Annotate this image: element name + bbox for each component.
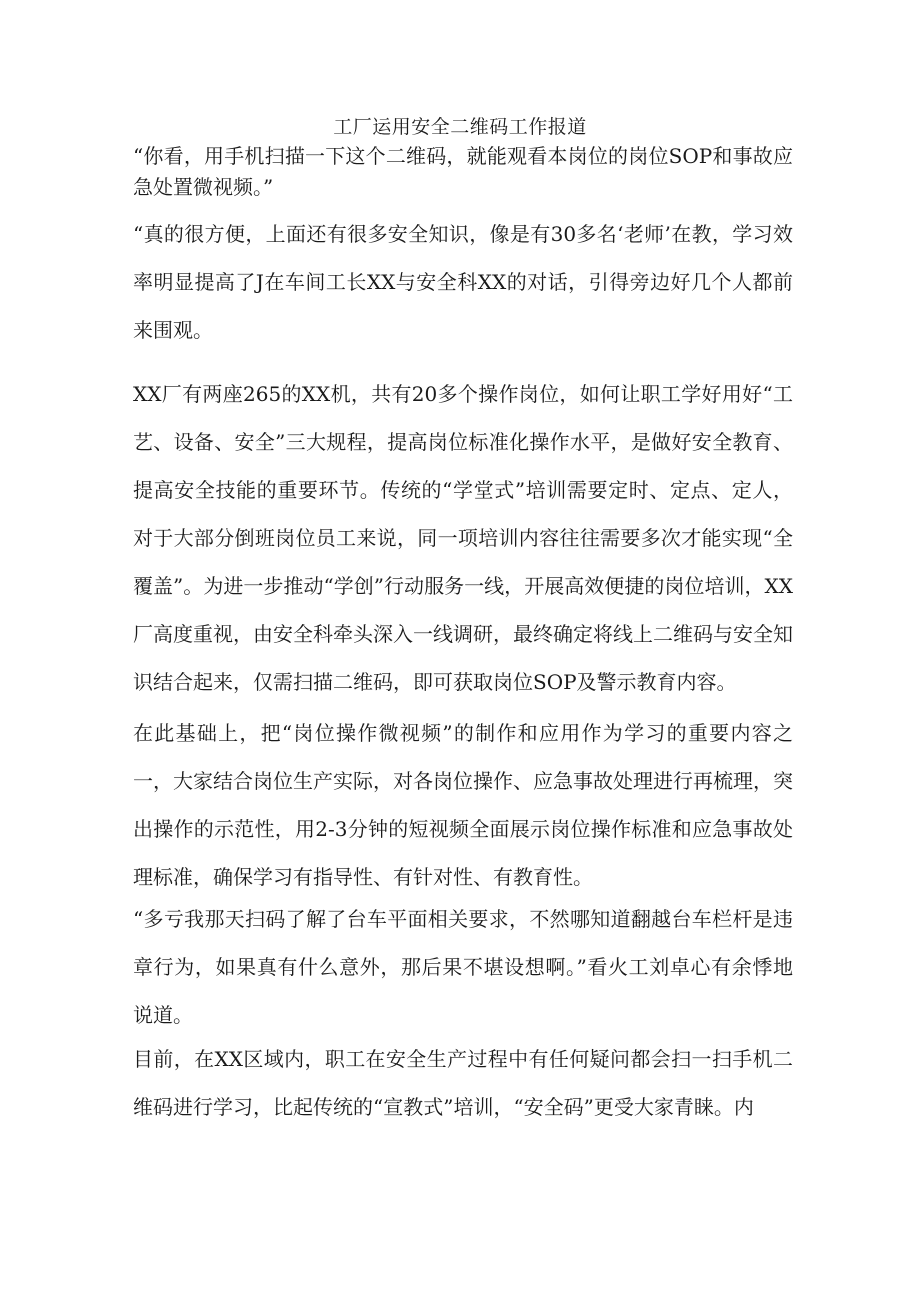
paragraph-4: 在此基础上，把“岗位操作微视频”的制作和应用作为学习的重要内容之一，大家结合岗位生产实际，对各岗位操作、应急事故处理进行再梳理，突出操作的示范性，用2-3分钟的短视频全面展示岗位操作标准和应急事故处理标准，确保学习有指导性、有针对性、有教育性。 bbox=[133, 721, 793, 889]
paragraph-5: “多亏我那天扫码了解了台车平面相关要求，不然哪知道翻越台车栏杆是违章行为，如果真有什么意外，那后果不堪设想啊。”看火工刘卓心有余悸地说道。 bbox=[133, 907, 793, 1027]
document-title: 工厂运用安全二维码工作报道 bbox=[333, 116, 587, 138]
paragraph-1: “你看，用手机扫描一下这个二维码，就能观看本岗位的岗位SOP和事故应急处置微视频。” bbox=[133, 144, 793, 199]
paragraph-3: XX厂有两座265的XX机，共有20多个操作岗位，如何让职工学好用好“工艺、设备、安全”三大规程，提高岗位标准化操作水平，是做好安全教育、提高安全技能的重要环节。传统的“学堂式”培训需要定时、定点、定人，对于大部分倒班岗位员工来说，同一项培训内容往往需要多次才能实现“全覆盖”。为进一步推动“学创”行动服务一线，开展高效便捷的岗位培训，XX厂高度重视，由安全科牵头深入一线调研，最终确定将线上二维码与安全知识结合起来，仅需扫描二维码，即可获取岗位SOP及警示教育内容。 bbox=[133, 382, 793, 694]
paragraph-2: “真的很方便，上面还有很多安全知识，像是有30多名‘老师’在教，学习效率明显提高了J在车间工长XX与安全科XX的对话，引得旁边好几个人都前来围观。 bbox=[133, 222, 793, 342]
paragraph-6: 目前，在XX区域内，职工在安全生产过程中有任何疑问都会扫一扫手机二维码进行学习，比起传统的“宣教式”培训，“安全码”更受大家青睐。内 bbox=[133, 1047, 793, 1119]
